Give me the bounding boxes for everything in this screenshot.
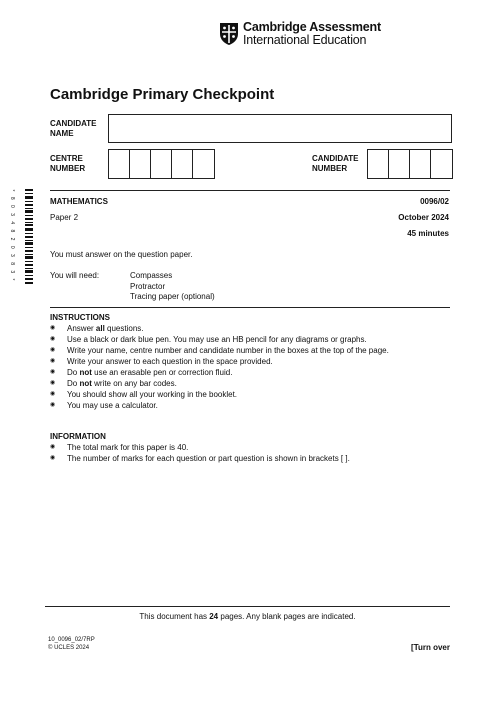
logo-line-2: International Education [243,33,367,47]
centre-number-label: CENTRE NUMBER [50,154,86,173]
instructions-list [50,323,389,411]
logo-line-1: Cambridge Assessment [243,20,381,34]
cambridge-logo [219,21,381,47]
digit-box[interactable] [389,150,410,178]
information-item: ◉ The number of marks for each question or part question is shown in brackets [ ]. [50,453,350,464]
divider [50,190,450,191]
digit-box[interactable] [109,150,130,178]
information-list [50,442,350,464]
instruction-item: ◉ You should show all your working in the booklet. [50,389,389,400]
paper-number: Paper 2 [50,213,79,222]
equipment-item: Compasses [130,271,173,280]
instruction-item: ◉ Write your answer to each question in the space provided. [50,356,389,367]
page-count-note: This document has 24 pages. Any blank pages are indicated. [139,612,356,621]
instruction-item: ◉ Do not use an erasable pen or correction fluid. [50,367,389,378]
candidate-name-label: CANDIDATE NAME [50,119,97,138]
digit-box[interactable] [193,150,214,178]
document-codes [48,636,95,652]
instruction-item: ◉ Answer all questions. [50,323,389,334]
information-item: ◉ The total mark for this paper is 40. [50,442,350,453]
footer-divider [45,606,450,607]
subject: MATHEMATICS [50,197,108,206]
digit-box[interactable] [410,150,431,178]
turn-over: [Turn over [411,643,450,652]
page-title: Cambridge Primary Checkpoint [50,86,275,103]
instruction-item: ◉ You may use a calculator. [50,400,389,411]
equipment-list [130,271,215,303]
barcode [25,189,41,284]
centre-number-boxes[interactable] [108,149,215,179]
information-heading: INFORMATION [50,432,106,441]
document-code: 10_0096_02/7RP [48,637,95,643]
instruction-item: ◉ Do not write on any bar codes. [50,378,389,389]
you-will-need-label: You will need: [50,271,100,280]
barcode-number: * 8 0 3 4 8 2 0 3 8 3 * [9,189,15,283]
answer-note: You must answer on the question paper. [50,250,193,259]
candidate-number-boxes[interactable] [367,149,453,179]
digit-box[interactable] [172,150,193,178]
digit-box[interactable] [130,150,151,178]
exam-duration: 45 minutes [407,229,449,238]
copyright: © UCLES 2024 [48,645,90,651]
digit-box[interactable] [151,150,172,178]
instructions-heading: INSTRUCTIONS [50,313,110,322]
cambridge-shield-icon [219,22,239,46]
divider [50,307,450,308]
instruction-item: ◉ Use a black or dark blue pen. You may use an HB pencil for any diagrams or graphs. [50,334,389,345]
instruction-item: ◉ Write your name, centre number and candidate number in the boxes at the top of the page. [50,345,389,356]
candidate-name-box[interactable] [108,114,452,143]
digit-box[interactable] [431,150,452,178]
candidate-number-label: CANDIDATE NUMBER [312,154,359,173]
syllabus-code: 0096/02 [420,197,449,206]
equipment-item: Tracing paper (optional) [130,292,215,301]
exam-session: October 2024 [398,213,449,222]
digit-box[interactable] [368,150,389,178]
equipment-item: Protractor [130,281,166,291]
